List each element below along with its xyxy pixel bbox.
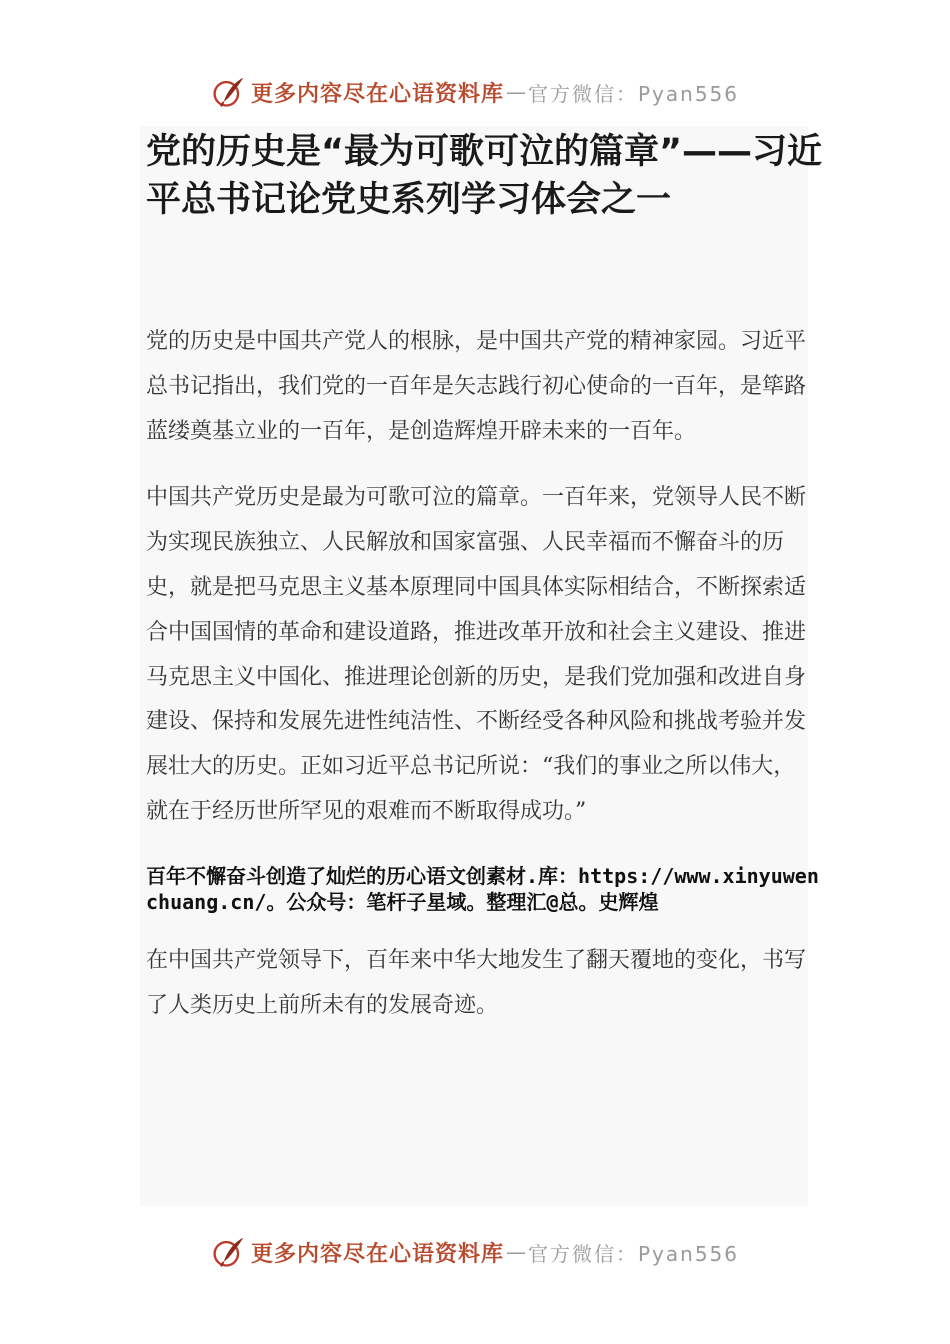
footer-banner-separator: — [506, 1240, 526, 1264]
article-paragraph-3: 在中国共产党领导下，百年来中华大地发生了翻天覆地的变化，书写了人类历史上前所未有的发展奇迹。 [146, 947, 807, 1018]
quill-pen-logo-icon [211, 74, 247, 110]
article-paragraph-2: 中国共产党历史是最为可歌可泣的篇章。一百年来，党领导人民不断为实现民族独立、人民解放和国家富强、人民幸福而不懈奋斗的历史，就是把马克思主义基本原理同中国具体实际相结合，不断探索适合中国国情的革命和建设道路，推进改革开放和社会主义建设、推进马克思主义中国化、推进理论创新的历史，是我们党加强和改进自身建设、保持和发展先进性纯洁性、不断经受各种风险和挑战考验并发展壮大的历史。正如习近平总书记所说：“我们的事业之所以伟大，就在于经历世所罕见的艰难而不断取得成功。” [146, 485, 807, 824]
header-banner-main-text: 更多内容尽在心语资料库 [250, 80, 504, 107]
article-subheading: 百年不懈奋斗创造了灿烂的历心语文创素材.库：https://www.xinyuwenchuang.cn/。公众号：笔杆子星域。整理汇@总。史辉煌 [146, 863, 819, 914]
article-paragraph-1: 党的历史是中国共产党人的根脉，是中国共产党的精神家园。习近平总书记指出，我们党的一百年是矢志践行初心使命的一百年，是筚路蓝缕奠基立业的一百年，是创造辉煌开辟未来的一百年。 [146, 329, 807, 444]
footer-banner-wechat: 官方微信：Pyan556 [528, 1241, 740, 1266]
footer-banner-main-text: 更多内容尽在心语资料库 [250, 1240, 504, 1267]
article-title: 党的历史是“最为可歌可泣的篇章”——习近平总书记论党史系列学习体会之一 [146, 132, 823, 220]
article-body [146, 128, 826, 1028]
footer-banner [0, 1230, 950, 1274]
quill-pen-logo-icon [211, 1234, 247, 1270]
header-banner [0, 70, 950, 114]
header-banner-wechat: 官方微信：Pyan556 [528, 81, 740, 106]
header-banner-separator: — [506, 80, 526, 104]
